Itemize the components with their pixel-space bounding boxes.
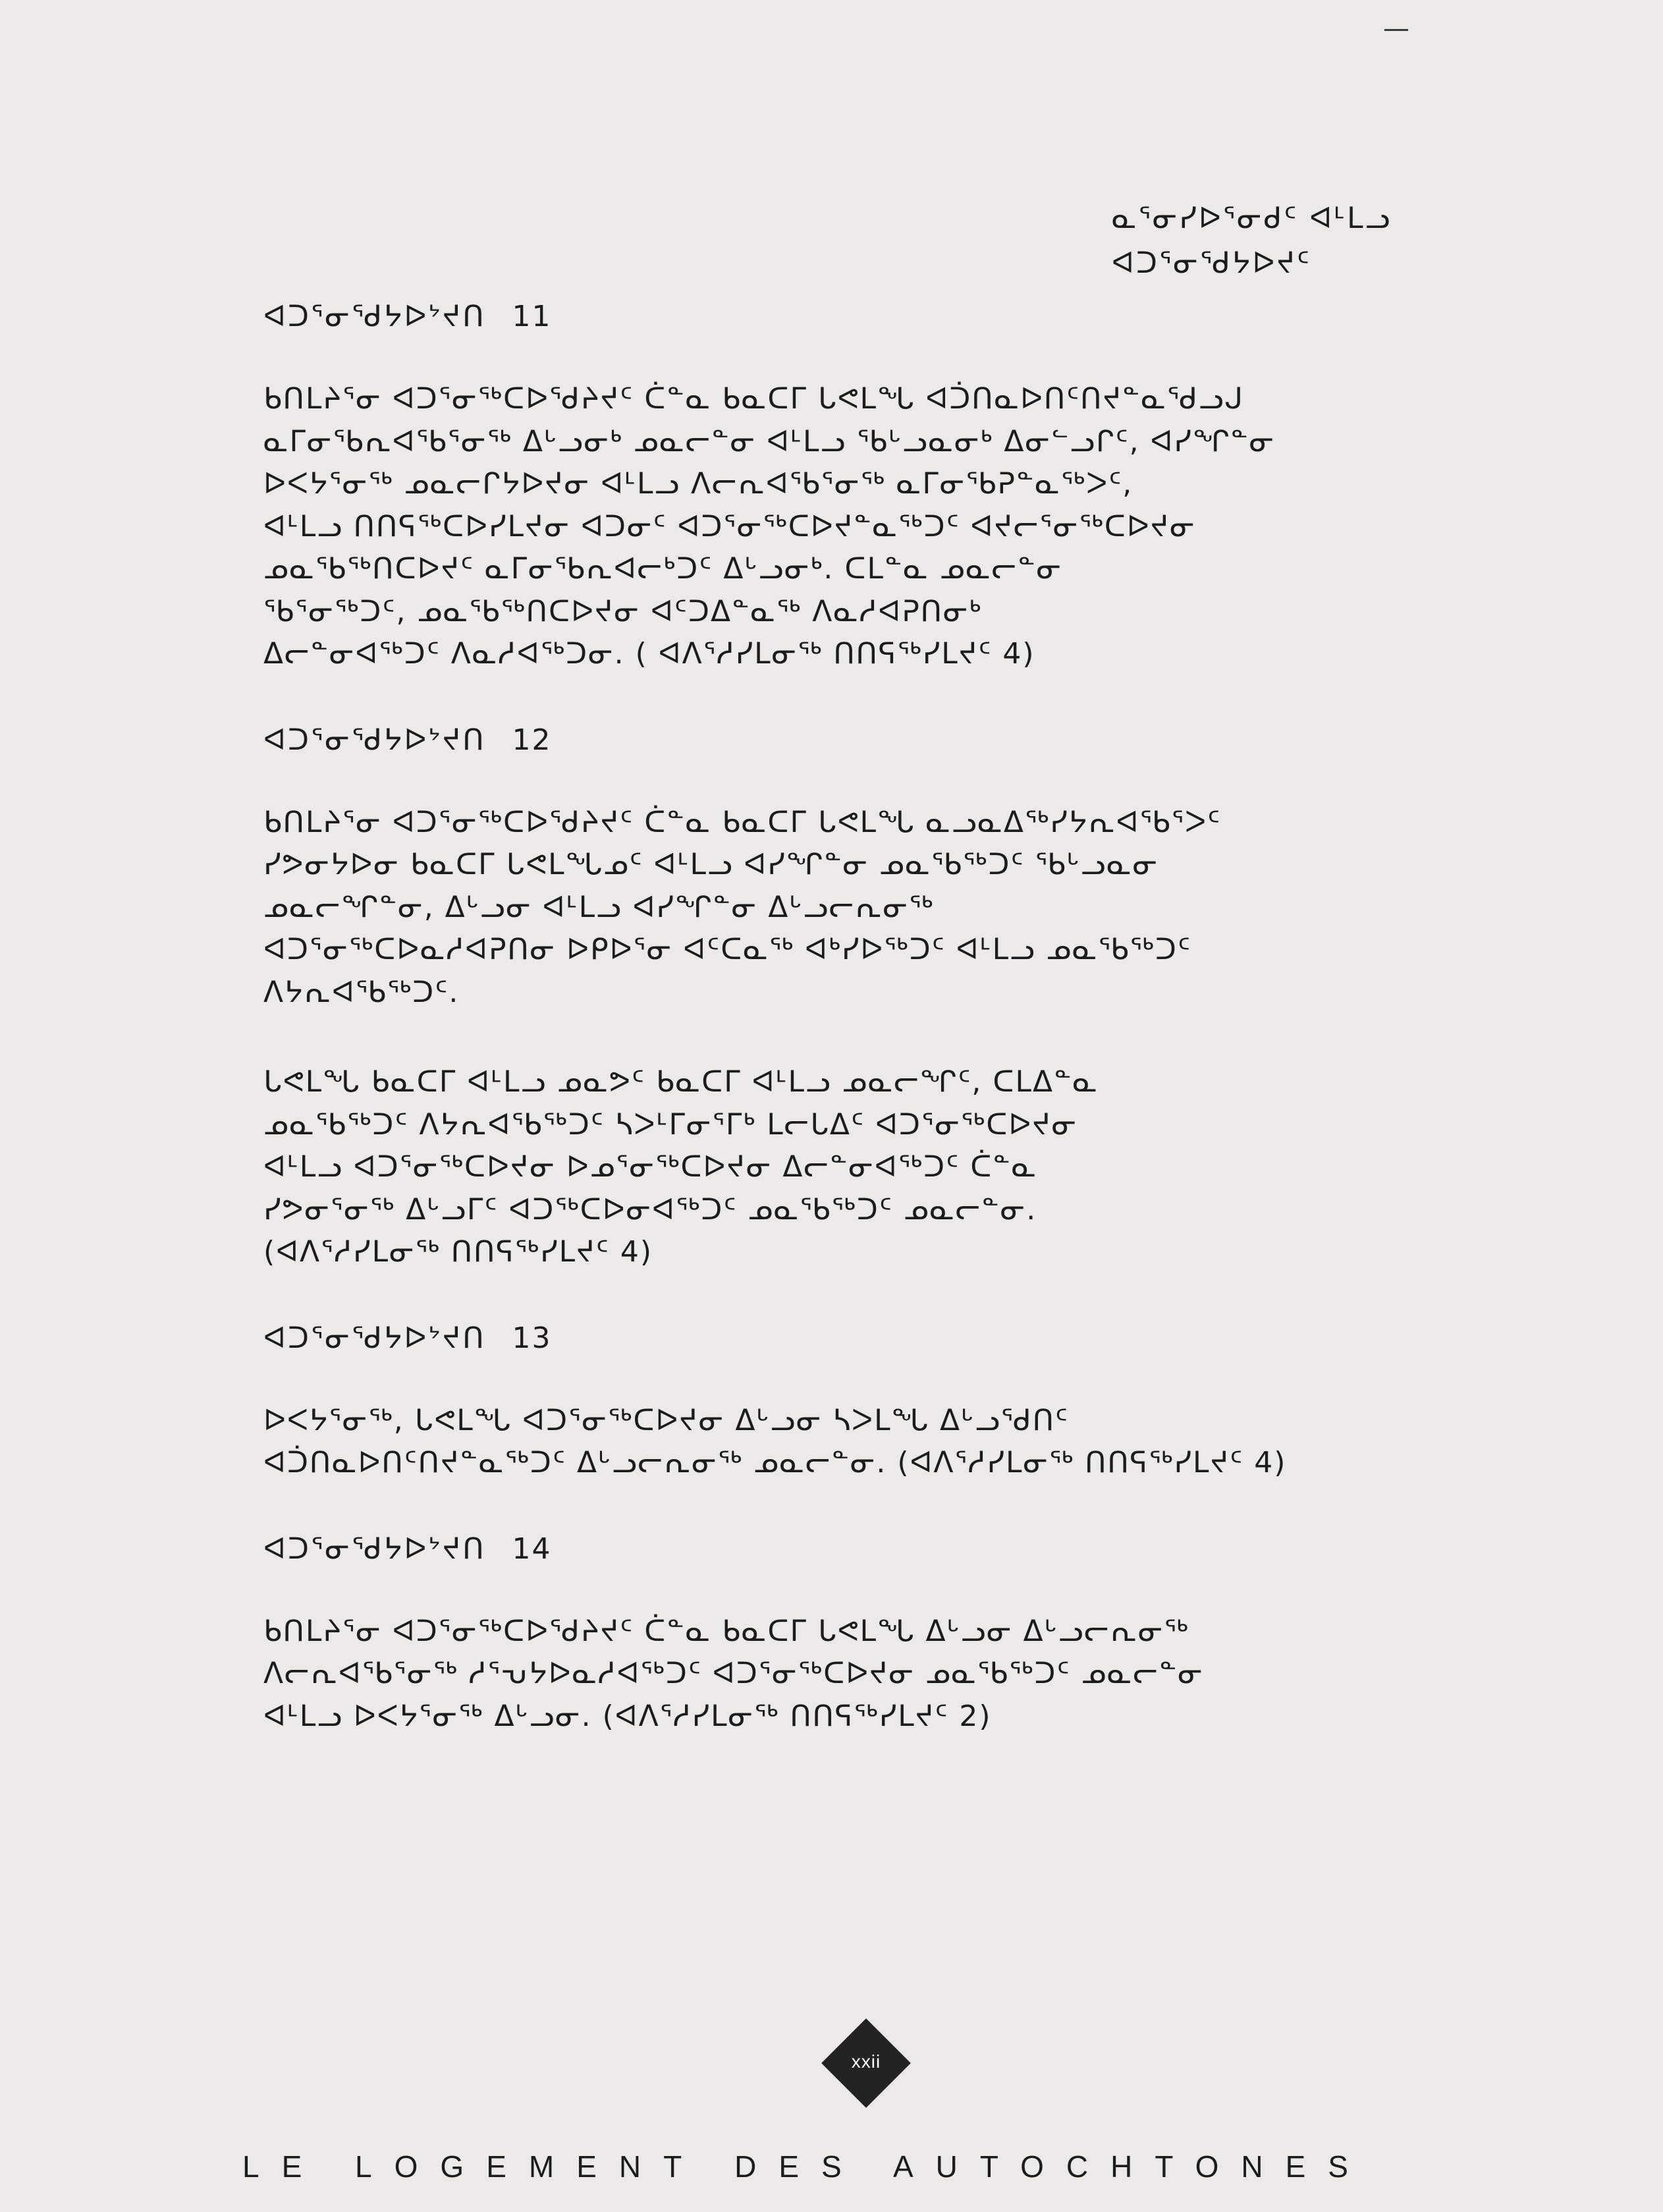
section-heading-label: ᐊᑐᕐᓂᖁᔭᐅᔾᔪᑎ bbox=[263, 1532, 486, 1566]
paragraph-line: ᐊᒻᒪᓗ ᑎᑎᕋᖅᑕᐅᓯᒪᔪᓂ ᐊᑐᓂᑦ ᐊᑐᕐᓂᖅᑕᐅᔪᓐᓇᖅᑐᑦ ᐊᔪᓕᕐᓂᖅᑕᐅᔪᓂ bbox=[263, 509, 1196, 543]
section-number: 13 bbox=[512, 1321, 552, 1355]
paragraph bbox=[263, 802, 1449, 1014]
paragraph-line: ᖃᕐᓂᖅᑐᑦ, ᓄᓇᖃᖅᑎᑕᐅᔪᓂ ᐊᑦᑐᐃᓐᓇᖅ ᐱᓇᓱᐊᕈᑎᓂᒃ bbox=[263, 594, 983, 628]
section-heading bbox=[263, 1321, 1449, 1355]
paragraph-line: ᓯᕗᓂᔭᐅᓂ ᑲᓇᑕᒥ ᒐᕙᒪᖓᓄᑦ ᐊᒻᒪᓗ ᐊᓯᖏᓐᓂ ᓄᓇᖃᖅᑐᑦ ᖃᒡᓗᓇᓂ bbox=[263, 848, 1159, 881]
paragraph-line: ᐊᑑᑎᓇᐅᑎᑦᑎᔪᓐᓇᖅᑐᑦ ᐃᒡᓗᓕᕆᓂᖅ ᓄᓇᓕᓐᓂ. (ᐊᐱᕐᓱᓯᒪᓂᖅ ᑎᑎᕋᖅᓯᒪᔪᑦ 4) bbox=[263, 1446, 1287, 1479]
section-heading bbox=[263, 1532, 1449, 1566]
section-number: 14 bbox=[512, 1532, 552, 1566]
paragraph-line: ᐅᐸᔭᕐᓂᖅ, ᒐᕙᒪᖓ ᐊᑐᕐᓂᖅᑕᐅᔪᓂ ᐃᒡᓗᓂ ᓴᐳᒪᖓ ᐃᒡᓗᖁᑎᑦ bbox=[263, 1403, 1070, 1437]
paragraph-line: ᐊᑐᕐᓂᖅᑕᐅᓇᓱᐊᕈᑎᓂ ᐅᑭᐅᕐᓂ ᐊᑦᑕᓇᖅ ᐊᒃᓯᐅᖅᑐᑦ ᐊᒻᒪᓗ ᓄᓇᖃᖅᑐᑦ bbox=[263, 933, 1192, 966]
section-number: 11 bbox=[512, 300, 552, 333]
running-header-line-2: ᐊᑐᕐᓂᖁᔭᐅᔪᑦ bbox=[1112, 246, 1312, 280]
page-number: xxii bbox=[851, 2051, 881, 2072]
section-heading bbox=[263, 723, 1449, 757]
paragraph-line: ᓄᓇᖃᖅᑎᑕᐅᔪᑦ ᓇᒥᓂᖃᕆᐊᓕᒃᑐᑦ ᐃᒡᓗᓂᒃ. ᑕᒪᓐᓇ ᓄᓇᓕᓐᓂ bbox=[263, 552, 1063, 586]
section-heading bbox=[263, 300, 1449, 333]
paragraph-line: ᐅᐸᔭᕐᓂᖅ ᓄᓇᓕᒋᔭᐅᔪᓂ ᐊᒻᒪᓗ ᐱᓕᕆᐊᖃᕐᓂᖅ ᓇᒥᓂᖃᕈᓐᓇᖅᐳᑦ, bbox=[263, 467, 1133, 501]
paragraph-line: ᐃᓕᓐᓂᐊᖅᑐᑦ ᐱᓇᓱᐊᖅᑐᓂ. ( ᐊᐱᕐᓱᓯᒪᓂᖅ ᑎᑎᕋᖅᓯᒪᔪᑦ 4) bbox=[263, 637, 1035, 671]
running-header-line-1: ᓇᕐᓂᓯᐅᕐᓂᑯᑦ ᐊᒻᒪᓗ bbox=[1112, 202, 1392, 235]
section-heading-label: ᐊᑐᕐᓂᖁᔭᐅᔾᔪᑎ bbox=[263, 1321, 486, 1355]
paragraph-line: ᑲᑎᒪᔨᕐᓂ ᐊᑐᕐᓂᖅᑕᐅᖁᔨᔪᑦ ᑖᓐᓇ ᑲᓇᑕᒥ ᒐᕙᒪᖓ ᐃᒡᓗᓂ ᐃᒡᓗᓕᕆᓂᖅ bbox=[263, 1614, 1189, 1648]
section-heading-label: ᐊᑐᕐᓂᖁᔭᐅᔾᔪᑎ bbox=[263, 300, 486, 333]
corner-dash bbox=[1384, 29, 1408, 31]
paragraph-line: ᓯᕗᓂᕐᓂᖅ ᐃᒡᓗᒥᑦ ᐊᑐᖅᑕᐅᓂᐊᖅᑐᑦ ᓄᓇᖃᖅᑐᑦ ᓄᓇᓕᓐᓂ. bbox=[263, 1192, 1037, 1227]
paragraph-line: ᑲᑎᒪᔨᕐᓂ ᐊᑐᕐᓂᖅᑕᐅᖁᔨᔪᑦ ᑖᓐᓇ ᑲᓇᑕᒥ ᒐᕙᒪᖓ ᓇᓗᓇᐃᖅᓯᔭᕆᐊᖃᕐᐳᑦ bbox=[263, 805, 1222, 839]
paragraph-line: ᐱᔭᕆᐊᖃᖅᑐᑦ. bbox=[263, 975, 460, 1009]
paragraph-line: ᒐᕙᒪᖓ ᑲᓇᑕᒥ ᐊᒻᒪᓗ ᓄᓇᕗᑦ ᑲᓇᑕᒥ ᐊᒻᒪᓗ ᓄᓇᓕᖏᑦ, ᑕᒪᐃᓐᓇ bbox=[263, 1065, 1099, 1099]
paragraph bbox=[263, 378, 1449, 676]
running-header bbox=[1112, 196, 1392, 286]
paragraph-line: ᐊᒻᒪᓗ ᐊᑐᕐᓂᖅᑕᐅᔪᓂ ᐅᓄᕐᓂᖅᑕᐅᔪᓂ ᐃᓕᓐᓂᐊᖅᑐᑦ ᑖᓐᓇ bbox=[263, 1150, 1038, 1184]
paragraph-line: ᓄᓇᓕᖏᓐᓂ, ᐃᒡᓗᓂ ᐊᒻᒪᓗ ᐊᓯᖏᓐᓂ ᐃᒡᓗᓕᕆᓂᖅ bbox=[263, 890, 935, 924]
paragraph-line: ᐊᒻᒪᓗ ᐅᐸᔭᕐᓂᖅ ᐃᒡᓗᓂ. (ᐊᐱᕐᓱᓯᒪᓂᖅ ᑎᑎᕋᖅᓯᒪᔪᑦ 2) bbox=[263, 1699, 992, 1733]
paragraph-line: ᓇᒥᓂᖃᕆᐊᖃᕐᓂᖅ ᐃᒡᓗᓂᒃ ᓄᓇᓕᓐᓂ ᐊᒻᒪᓗ ᖃᒡᓗᓇᓂᒃ ᐃᓂᓪᓗᒋᑦ, ᐊᓯᖏᓐᓂ bbox=[263, 424, 1276, 458]
paragraph-line: ᑲᑎᒪᔨᕐᓂ ᐊᑐᕐᓂᖅᑕᐅᖁᔨᔪᑦ ᑖᓐᓇ ᑲᓇᑕᒥ ᒐᕙᒪᖓ ᐊᑑᑎᓇᐅᑎᑦᑎᔪᓐᓇᖁᓗᒍ bbox=[263, 382, 1245, 416]
paragraph bbox=[263, 1400, 1449, 1485]
paragraph-line: ᓄᓇᖃᖅᑐᑦ ᐱᔭᕆᐊᖃᖅᑐᑦ ᓴᐳᒻᒥᓂᕐᒥᒃ ᒪᓕᒐᐃᑦ ᐊᑐᕐᓂᖅᑕᐅᔪᓂ bbox=[263, 1107, 1078, 1142]
paragraph bbox=[263, 1611, 1449, 1738]
paragraph bbox=[263, 1061, 1449, 1274]
paragraph-line: (ᐊᐱᕐᓱᓯᒪᓂᖅ ᑎᑎᕋᖅᓯᒪᔪᑦ 4) bbox=[263, 1235, 653, 1269]
main-content bbox=[263, 300, 1449, 1785]
footer-title: LE LOGEMENT DES AUTOCHTONES bbox=[242, 2149, 1371, 2184]
section-number: 12 bbox=[512, 723, 552, 757]
paragraph-line: ᐱᓕᕆᐊᖃᕐᓂᖅ ᓱᕐᕃᔭᐅᓇᓱᐊᖅᑐᑦ ᐊᑐᕐᓂᖅᑕᐅᔪᓂ ᓄᓇᖃᖅᑐᑦ ᓄᓇᓕᓐᓂ bbox=[263, 1657, 1204, 1690]
section-heading-label: ᐊᑐᕐᓂᖁᔭᐅᔾᔪᑎ bbox=[263, 723, 486, 757]
